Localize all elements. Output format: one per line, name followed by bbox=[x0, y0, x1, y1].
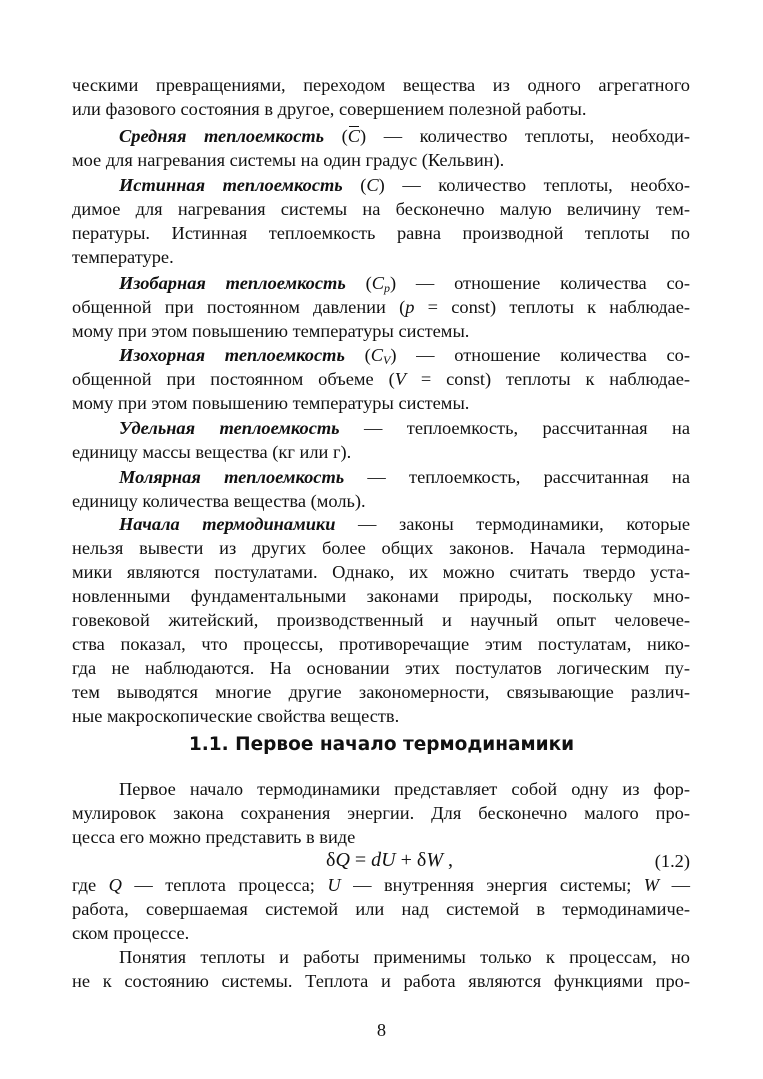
text-line: мому при этом повышению температуры системы. bbox=[72, 321, 470, 341]
text-line: мое для нагревания системы на один градус (Кельвин). bbox=[72, 150, 505, 170]
variable: W bbox=[643, 875, 660, 895]
c-bar-symbol: C bbox=[347, 126, 361, 146]
text-line bbox=[72, 295, 690, 319]
definition-isobaric-heat-capacity bbox=[119, 271, 690, 295]
text-line: Понятия теплоты и работы применимы только к процессам, но bbox=[119, 947, 690, 967]
definition-specific-heat-capacity bbox=[119, 416, 690, 440]
paren: ) bbox=[360, 126, 367, 146]
text-line: ском процессе. bbox=[72, 923, 190, 943]
text-line: или фазового состояния в другое, совершением полезной работы. bbox=[72, 99, 587, 119]
text-line: цесса его можно представить в виде bbox=[72, 827, 356, 847]
text-line: димое для нагревания системы на бесконечно малую величину тем- bbox=[72, 199, 690, 219]
symbol: C bbox=[370, 345, 383, 365]
text: — отношение количества со- bbox=[396, 345, 690, 365]
text-line: новленными фундаментальными законами природы, поскольку мно- bbox=[72, 586, 690, 606]
paren: ) bbox=[389, 273, 397, 293]
term: Изохорная теплоемкость bbox=[119, 345, 345, 365]
text-line: ства показал, что процессы, противоречащие этим постулатам, нико- bbox=[72, 634, 690, 654]
definition-isochoric-heat-capacity bbox=[119, 343, 690, 367]
text: — количество теплоты, необходи- bbox=[366, 126, 691, 146]
text: — bbox=[659, 875, 690, 895]
text-line: говековой житейский, производственный и научный опыт человече- bbox=[72, 610, 690, 630]
variable: Q bbox=[108, 875, 122, 895]
text: = const) теплоты к наблюдае- bbox=[405, 369, 690, 389]
text-line: гда не наблюдаются. На основании этих постулатов логическим пу- bbox=[72, 658, 690, 678]
operator: = bbox=[349, 849, 372, 871]
paren: ( bbox=[360, 175, 367, 195]
variable: V bbox=[394, 369, 406, 389]
text-line: ные макроскопические свойства веществ. bbox=[72, 706, 400, 726]
punctuation: , bbox=[443, 849, 454, 871]
text-line bbox=[72, 367, 690, 391]
text-line bbox=[72, 873, 690, 897]
text-line: температуре. bbox=[72, 247, 174, 267]
text-line: нельзя вывести из других более общих законов. Начала термодина- bbox=[72, 538, 690, 558]
delta-symbol: δ bbox=[326, 849, 336, 871]
definition-laws-of-thermodynamics bbox=[119, 512, 690, 536]
text: — теплота процесса; bbox=[121, 875, 328, 895]
subscript: V bbox=[382, 353, 391, 367]
text: общенной при постоянном объеме ( bbox=[72, 369, 395, 389]
text-line: единицу массы вещества (кг или г). bbox=[72, 442, 352, 462]
text-line: единицу количества вещества (моль). bbox=[72, 491, 366, 511]
text-line: работа, совершаемая системой или над системой в термодинамиче- bbox=[72, 899, 690, 919]
term: Молярная теплоемкость bbox=[119, 467, 345, 487]
formula-first-law bbox=[326, 848, 453, 872]
definition-average-heat-capacity bbox=[119, 124, 690, 148]
operator: + bbox=[395, 849, 417, 871]
text-line: мики являются постулатами. Однако, их можно считать твердо уста- bbox=[72, 562, 690, 582]
term: Средняя теплоемкость bbox=[119, 126, 325, 146]
text-line: пературы. Истинная теплоемкость равна производной теплоты по bbox=[72, 223, 690, 243]
text-line: Первое начало термодинамики представляет собой одну из фор- bbox=[119, 779, 690, 799]
text: где bbox=[72, 875, 109, 895]
text-line: тем выводятся многие другие закономерности, связывающие различ- bbox=[72, 682, 690, 702]
variable: Q bbox=[335, 849, 350, 871]
paren: ) bbox=[390, 345, 397, 365]
text: — внутренняя энергия системы; bbox=[340, 875, 644, 895]
page-number: 8 bbox=[376, 1020, 387, 1040]
delta-symbol: δ bbox=[416, 849, 427, 871]
text-line: не к состоянию системы. Теплота и работа являются функциями про- bbox=[72, 971, 690, 991]
text-line: мулировок закона сохранения энергии. Для бесконечно малого про- bbox=[72, 803, 690, 823]
paren: ( bbox=[341, 126, 348, 146]
definition-true-heat-capacity bbox=[119, 173, 690, 197]
section-heading: 1.1. Первое начало термодинамики bbox=[188, 734, 575, 755]
text: — теплоемкость, рассчитанная на bbox=[344, 467, 690, 487]
text: — теплоемкость, рассчитанная на bbox=[339, 418, 691, 438]
paren: ) bbox=[378, 175, 385, 195]
text-line: мому при этом повышению температуры системы. bbox=[72, 393, 470, 413]
term: Истинная теплоемкость bbox=[119, 175, 343, 195]
term: Удельная теплоемкость bbox=[119, 418, 340, 438]
text: = const) теплоты к наблюдае- bbox=[414, 297, 690, 317]
text: — количество теплоты, необхо- bbox=[384, 175, 690, 195]
symbol: C bbox=[371, 273, 384, 293]
variable: p bbox=[405, 297, 415, 317]
text-line: ческими превращениями, переходом вещества из одного агрегатного bbox=[72, 75, 690, 95]
text: общенной при постоянном давлении ( bbox=[72, 297, 406, 317]
subscript: p bbox=[383, 281, 390, 295]
variable: U bbox=[327, 875, 341, 895]
paren: ( bbox=[364, 345, 371, 365]
variable: W bbox=[426, 849, 444, 871]
text: — отношение количества со- bbox=[396, 273, 690, 293]
equation-number: (1.2) bbox=[654, 851, 690, 871]
term: Изобарная теплоемкость bbox=[119, 273, 346, 293]
paren: ( bbox=[365, 273, 372, 293]
text: — законы термодинамики, которые bbox=[335, 514, 690, 534]
symbol: C bbox=[366, 175, 379, 195]
definition-molar-heat-capacity bbox=[119, 465, 690, 489]
variable: dU bbox=[371, 849, 396, 871]
term: Начала термодинамики bbox=[119, 514, 336, 534]
